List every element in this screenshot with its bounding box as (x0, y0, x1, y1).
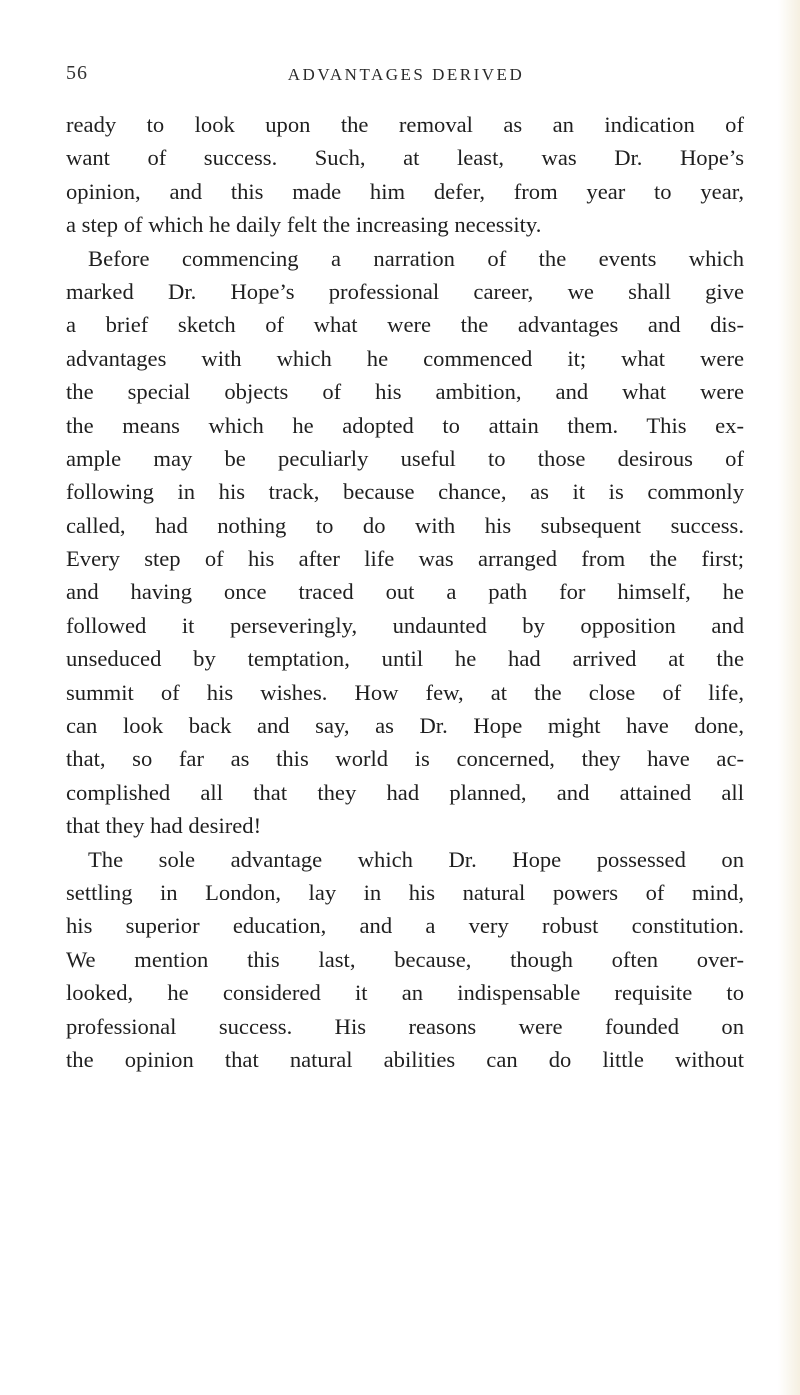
text-line: his superior education, and a very robust constitution. (66, 913, 744, 939)
text-line: the special objects of his ambition, and what were (66, 379, 744, 405)
text-line: followed it perseveringly, undaunted by opposition and (66, 612, 744, 638)
text-line: complished all that they had planned, and attained all (66, 779, 744, 805)
text-line: that they had desired! (66, 813, 262, 839)
text-line: Before commencing a narration of the events which (88, 245, 744, 271)
text-line: We mention this last, because, though often over- (66, 946, 744, 972)
text-line: called, had nothing to do with his subsequent success. (66, 512, 744, 538)
text-line: can look back and say, as Dr. Hope might have done, (66, 713, 744, 739)
text-line: settling in London, lay in his natural powers of mind, (66, 879, 744, 905)
text-line: opinion, and this made him defer, from year to year, (66, 178, 744, 204)
text-line: that, so far as this world is concerned, they have ac- (66, 746, 744, 772)
body-text (66, 108, 744, 1076)
text-line: the means which he adopted to attain them. This ex- (66, 412, 744, 438)
page-header (66, 62, 746, 92)
text-line: ready to look upon the removal as an indication of (66, 112, 744, 137)
text-line: want of success. Such, at least, was Dr. Hope’s (66, 145, 744, 171)
text-line: the opinion that natural abilities can do little without (66, 1046, 744, 1072)
text-line: Every step of his after life was arranged from the first; (66, 546, 744, 572)
text-line: summit of his wishes. How few, at the close of life, (66, 679, 744, 705)
page-number: 56 (66, 62, 88, 84)
text-line: professional success. His reasons were founded on (66, 1013, 744, 1039)
text-line: looked, he considered it an indispensable requisite to (66, 980, 744, 1006)
page-edge-shading (778, 0, 800, 1395)
text-line: and having once traced out a path for himself, he (66, 579, 744, 605)
text-line: ample may be peculiarly useful to those desirous of (66, 445, 744, 471)
text-line: unseduced by temptation, until he had arrived at the (66, 646, 744, 672)
text-line: marked Dr. Hope’s professional career, we shall give (66, 278, 744, 304)
text-line: advantages with which he commenced it; what were (66, 345, 744, 371)
text-line: following in his track, because chance, as it is commonly (66, 479, 744, 505)
text-line: The sole advantage which Dr. Hope possessed on (88, 846, 744, 872)
running-head: ADVANTAGES DERIVED (287, 65, 525, 84)
text-line: a brief sketch of what were the advantages and dis- (66, 312, 744, 338)
text-line: a step of which he daily felt the increasing necessity. (66, 212, 542, 238)
